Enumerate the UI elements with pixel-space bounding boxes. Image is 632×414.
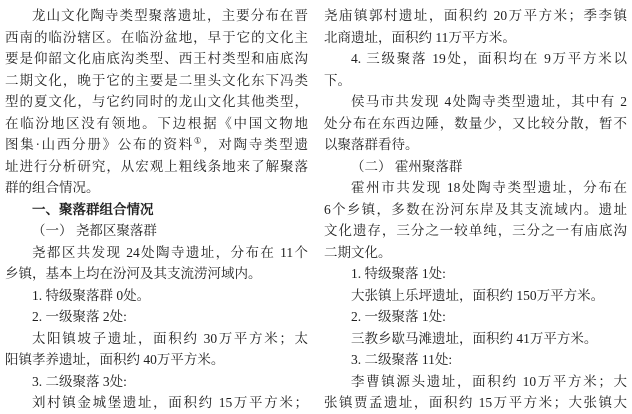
text-line: 文化遗存，三分之一较单纯，三分之一有庙底沟 xyxy=(324,223,627,238)
text-line: 3. 二级聚落 3处: xyxy=(32,373,127,389)
text-line: 处分布在东西边陲，数量少，又比较分散，暂不 xyxy=(324,115,627,131)
text-line: 址进行分析研究，从宏观上粗线条地来了解聚落 xyxy=(5,158,308,174)
text-line: 要是仰韶文化庙底沟类型、西王村类型和庙底沟 xyxy=(5,51,308,66)
text-line: 二期文化，晚于它的主要是二里头文化东下冯类 xyxy=(5,72,308,88)
text-line: 阳镇孝养遗址，面积约 40万平方米。 xyxy=(5,352,225,367)
text-line: 太阳镇坡子遗址，面积约 30万平方米；太 xyxy=(32,330,308,346)
text-line: 西南的临汾辖区。在临汾盆地，早于它的文化主 xyxy=(5,29,308,45)
text-line: 侯马市共发现 4处陶寺类型遗址，其中有 2 xyxy=(351,94,627,109)
text-line: 北商遗址，面积约 11万平方米。 xyxy=(324,29,516,45)
text-line: 大张镇上乐坪遗址，面积约 150万平方米。 xyxy=(351,287,605,303)
text-line: 在临汾地区没有领地。下边根据《中国文物地 xyxy=(5,115,308,131)
section-heading: 一、聚落群组合情况 xyxy=(32,201,154,217)
text-line: 3. 二级聚落 11处: xyxy=(351,352,453,367)
text-line: 2. 一级聚落 2处: xyxy=(32,309,127,324)
right-column xyxy=(324,5,627,414)
text-line: 三教乡歇马滩遗址，面积约 41万平方米。 xyxy=(351,330,598,346)
text-line: 李曹镇源头遗址，面积约 10万平方米；大 xyxy=(351,373,627,389)
text-line: 1. 特级聚落群 0处。 xyxy=(32,287,151,303)
text-line: 6个乡镇，多数在汾河东岸及其支流域内。遗址 xyxy=(324,201,627,217)
text-line: 图集·山西分册》公布的资料①，对陶寺类型遗 xyxy=(5,136,308,152)
text-line: 乡镇，基本上均在汾河及其支流涝河域内。 xyxy=(5,266,262,281)
text-line: 霍州市共发现 18处陶寺类型遗址，分布在 xyxy=(351,180,627,195)
text-line: 尧庙镇郭村遗址，面积约 20万平方米；季李镇 xyxy=(324,8,627,23)
text-line: 4. 三级聚落 19处，面积均在 9万平方米以 xyxy=(351,51,627,66)
footnote-marker: ① xyxy=(193,136,204,146)
text-line: （一） 尧都区聚落群 xyxy=(32,223,157,238)
text-line: 以聚落群看待。 xyxy=(324,137,419,152)
text-line: 型的夏文化，与它约同时的龙山文化其他类型， xyxy=(5,94,308,109)
text-line: 群的组合情况。 xyxy=(5,180,100,195)
text-line: 下。 xyxy=(324,72,351,88)
text-line: 1. 特级聚落 1处: xyxy=(351,266,446,281)
left-column xyxy=(5,5,308,414)
text-line: 尧都区共发现 24处陶寺遗址，分布在 11个 xyxy=(32,244,308,260)
text-line: （二） 霍州聚落群 xyxy=(351,158,463,174)
text-line: 二期文化。 xyxy=(324,244,392,260)
text-line: 2. 一级聚落 1处: xyxy=(351,309,446,324)
text-line: 刘村镇金城堡遗址，面积约 15万平方米； xyxy=(32,395,308,410)
text-line: 张镇贾孟遗址，面积约 15万平方米；大张镇大 xyxy=(324,395,627,410)
text-line: 龙山文化陶寺类型聚落遗址，主要分布在晋 xyxy=(32,8,308,23)
